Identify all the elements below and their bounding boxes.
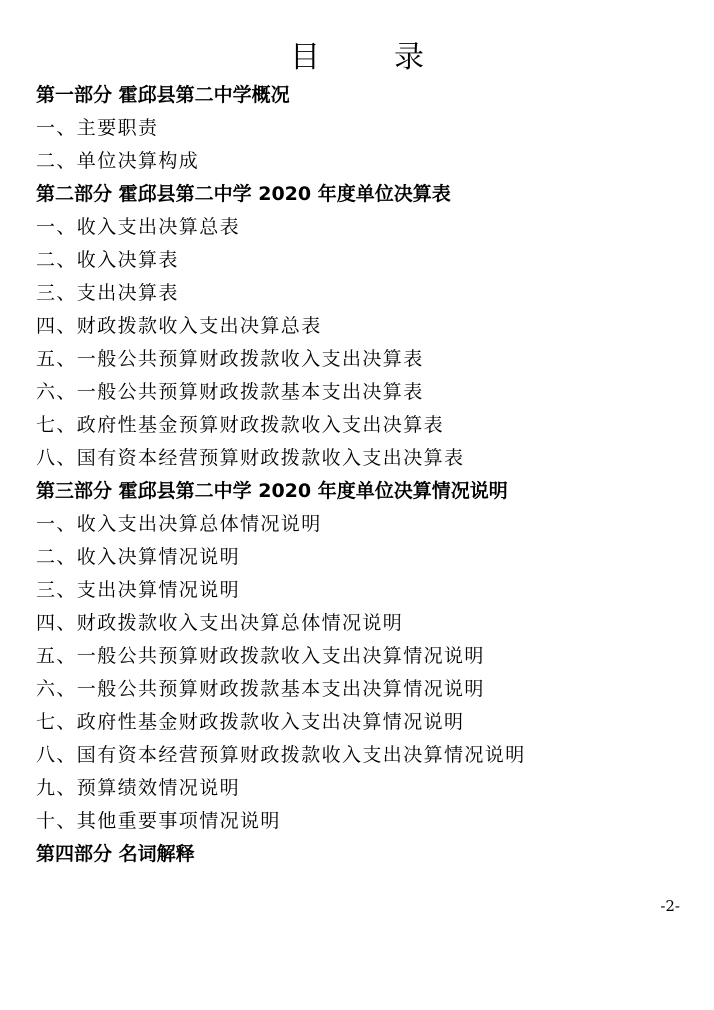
toc-section-heading: 第二部分 霍邱县第二中学 2020 年度单位决算表 [36, 183, 451, 205]
toc-section-heading: 第三部分 霍邱县第二中学 2020 年度单位决算情况说明 [36, 480, 508, 502]
toc-item: 一、主要职责 [36, 117, 159, 139]
toc-section-heading: 第四部分 名词解释 [36, 843, 195, 865]
toc-item: 三、支出决算表 [36, 282, 179, 304]
toc-item: 四、财政拨款收入支出决算总表 [36, 315, 322, 337]
page-title: 目 录 [290, 40, 446, 75]
toc-item: 十、其他重要事项情况说明 [36, 810, 281, 832]
toc-item: 五、一般公共预算财政拨款收入支出决算表 [36, 348, 424, 370]
toc-item: 九、预算绩效情况说明 [36, 777, 241, 799]
toc-item: 八、国有资本经营预算财政拨款收入支出决算表 [36, 447, 465, 469]
toc-item: 七、政府性基金预算财政拨款收入支出决算表 [36, 414, 445, 436]
toc-item: 三、支出决算情况说明 [36, 579, 241, 601]
toc-item: 六、一般公共预算财政拨款基本支出决算情况说明 [36, 678, 485, 700]
toc-section-heading: 第一部分 霍邱县第二中学概况 [36, 84, 290, 106]
page-number: -2- [660, 897, 680, 915]
toc-item: 五、一般公共预算财政拨款收入支出决算情况说明 [36, 645, 485, 667]
toc-item: 八、国有资本经营预算财政拨款收入支出决算情况说明 [36, 744, 526, 766]
toc-item: 六、一般公共预算财政拨款基本支出决算表 [36, 381, 424, 403]
toc-item: 二、单位决算构成 [36, 150, 200, 172]
toc-item: 七、政府性基金财政拨款收入支出决算情况说明 [36, 711, 465, 733]
toc-item: 二、收入决算表 [36, 249, 179, 271]
toc-item: 四、财政拨款收入支出决算总体情况说明 [36, 612, 404, 634]
table-of-contents [36, 79, 696, 871]
toc-item: 一、收入支出决算总表 [36, 216, 241, 238]
toc-item: 二、收入决算情况说明 [36, 546, 241, 568]
toc-item: 一、收入支出决算总体情况说明 [36, 513, 322, 535]
